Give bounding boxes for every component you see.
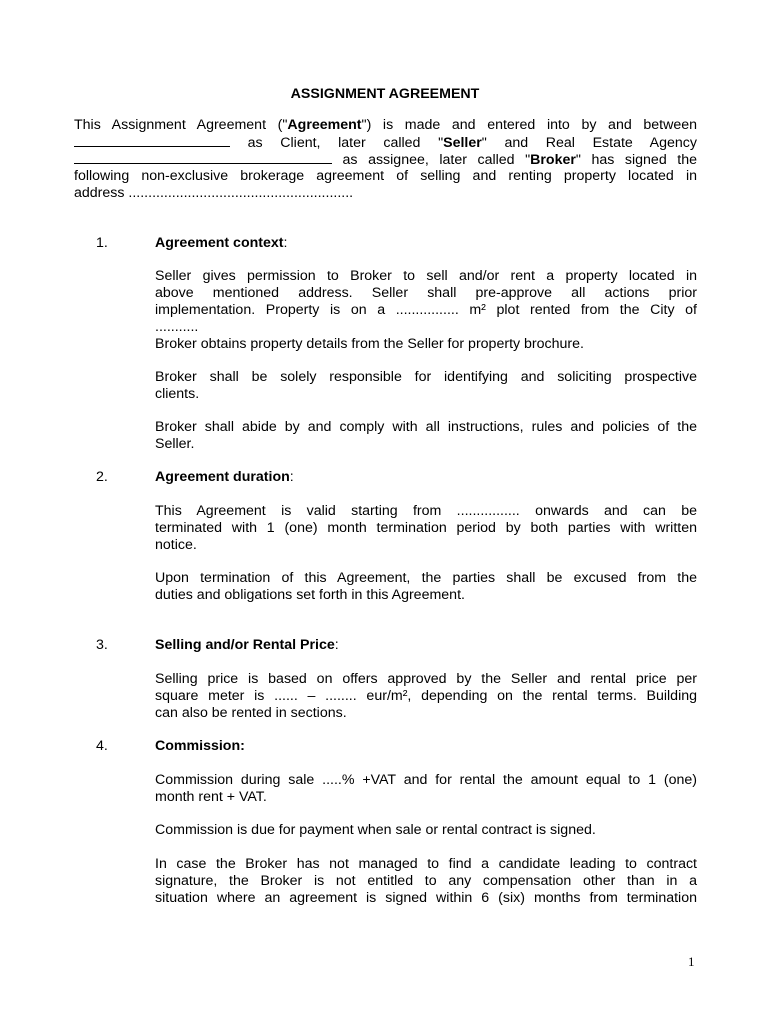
intro-text: as assignee, later called "	[342, 152, 531, 168]
s1-p1-line-2: above mentioned address. Seller shall pre-approve all actions prior	[155, 285, 697, 301]
s4-p1-line-2: month rent + VAT.	[155, 789, 267, 805]
section-1-heading: Agreement context:	[155, 235, 288, 251]
s1-p1-line-1: Seller gives permission to Broker to sell and/or rent a property located in	[155, 268, 697, 284]
s3-p1-line-3: can also be rented in sections.	[155, 705, 347, 721]
s2-p1-line-2: terminated with 1 (one) month termination period by both parties with written	[155, 520, 697, 536]
defined-term-broker: Broker	[530, 152, 576, 168]
s2-p2-line-1: Upon termination of this Agreement, the parties shall be excused from the	[155, 570, 697, 586]
s4-p3-line-3: situation where an agreement is signed within 6 (six) months from termination	[155, 890, 697, 906]
intro-text: This Assignment Agreement ("	[74, 117, 288, 133]
s1-p3-line-1: Broker shall abide by and comply with all instructions, rules and policies of the	[155, 419, 697, 435]
defined-term-agreement: Agreement	[287, 117, 362, 133]
section-2-heading: Agreement duration:	[155, 469, 294, 485]
intro-text: " and Real Estate Agency	[481, 135, 697, 151]
s1-p2-line-1: Broker shall be solely responsible for identifying and soliciting prospective	[155, 369, 697, 385]
intro-line-2	[74, 134, 697, 152]
s4-p2-line-1: Commission is due for payment when sale or rental contract is signed.	[155, 822, 596, 838]
intro-text: as Client, later called "	[247, 135, 444, 151]
s2-p1-line-3: notice.	[155, 537, 197, 553]
document-title: ASSIGNMENT AGREEMENT	[290, 86, 480, 102]
section-2-number: 2.	[96, 469, 108, 485]
page-number: 1	[688, 954, 695, 969]
client-name-blank[interactable]	[74, 134, 230, 147]
s3-p1-line-1: Selling price is based on offers approved by the Seller and rental price per	[155, 671, 697, 687]
s4-p3-line-1: In case the Broker has not managed to find a candidate leading to contract	[155, 856, 697, 872]
intro-line-1	[74, 117, 697, 134]
section-3-heading-text: Selling and/or Rental Price	[155, 637, 335, 653]
s1-p1-line-5: Broker obtains property details from the Seller for property brochure.	[155, 336, 584, 352]
agency-name-blank[interactable]	[74, 151, 332, 164]
section-2-heading-text: Agreement duration	[155, 469, 290, 485]
intro-text: ") is made and entered into by and between	[361, 117, 697, 133]
intro-line-3	[74, 151, 697, 169]
section-3-heading: Selling and/or Rental Price:	[155, 637, 339, 653]
s1-p3-line-2: Seller.	[155, 436, 195, 452]
s1-p1-line-3: implementation. Property is on a ................ m² plot rented from the City of	[155, 302, 697, 318]
section-3-number: 3.	[96, 637, 108, 653]
s2-p2-line-2: duties and obligations set forth in this Agreement.	[155, 587, 465, 603]
section-4-heading: Commission:	[155, 738, 245, 754]
s3-p1-line-2: square meter is ...... – ........ eur/m², depending on the rental terms. Building	[155, 688, 697, 704]
s1-p2-line-2: clients.	[155, 386, 200, 402]
section-1-heading-text: Agreement context	[155, 235, 284, 251]
s2-p1-line-1: This Agreement is valid starting from ................ onwards and can be	[155, 503, 697, 519]
intro-line-5: address .........................................................	[74, 185, 354, 201]
s4-p3-line-2: signature, the Broker is not entitled to any compensation other than in a	[155, 873, 697, 889]
s1-p1-line-4: ...........	[155, 319, 199, 335]
section-1-number: 1.	[96, 235, 108, 251]
s4-p1-line-1: Commission during sale .....% +VAT and for rental the amount equal to 1 (one)	[155, 772, 697, 788]
defined-term-seller: Seller	[443, 135, 482, 151]
intro-text: " has signed the	[575, 152, 697, 168]
intro-line-4: following non-exclusive brokerage agreement of selling and renting property located in	[74, 168, 697, 184]
section-4-number: 4.	[96, 738, 108, 754]
